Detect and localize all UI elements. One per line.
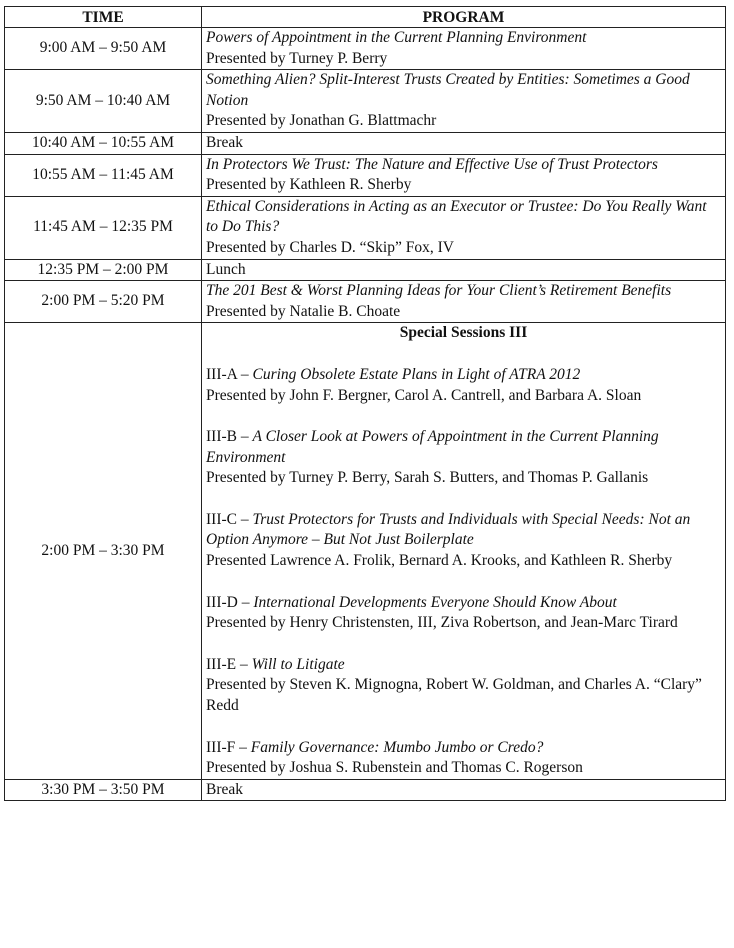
session-title: A Closer Look at Powers of Appointment in the Current Planning Environment	[206, 428, 659, 466]
presenter-text: Presented by John F. Bergner, Carol A. Cantrell, and Barbara A. Sloan	[206, 386, 642, 404]
presenter-text: Presented by Turney P. Berry, Sarah S. Butters, and Thomas P. Gallanis	[206, 469, 649, 487]
table-row	[5, 196, 726, 259]
table-row	[5, 779, 726, 801]
special-session-a	[206, 365, 721, 386]
session-title: Powers of Appointment in the Current Planning Environment	[206, 29, 587, 46]
session-title: The 201 Best & Worst Planning Ideas for Your Client’s Retirement Benefits	[206, 282, 672, 300]
session-code: III-F –	[206, 738, 251, 756]
session-title: Family Governance: Mumbo Jumbo or Credo?	[250, 738, 544, 756]
time-cell: 11:45 AM – 12:35 PM	[5, 196, 202, 259]
program-cell	[202, 281, 726, 323]
break-label: Break	[202, 779, 726, 801]
table-row	[5, 28, 726, 70]
time-cell: 9:00 AM – 9:50 AM	[5, 28, 202, 70]
special-sessions-row	[5, 323, 726, 780]
session-title: Will to Litigate	[251, 655, 345, 673]
session-title: Curing Obsolete Estate Plans in Light of ATRA 2012	[252, 365, 581, 383]
presenter-text: Presented by Jonathan G. Blattmachr	[206, 112, 437, 130]
special-sessions-heading: Special Sessions III	[399, 324, 528, 342]
table-row	[5, 259, 726, 281]
special-session-e	[206, 655, 721, 676]
time-cell: 9:50 AM – 10:40 AM	[5, 70, 202, 133]
presenter-text: Presented Lawrence A. Frolik, Bernard A. Krooks, and Kathleen R. Sherby	[206, 552, 673, 570]
table-row	[5, 154, 726, 196]
presenter-text: Presented by Natalie B. Choate	[206, 302, 401, 320]
time-cell: 2:00 PM – 3:30 PM	[5, 323, 202, 780]
presenter-text: Presented by Turney P. Berry	[206, 49, 388, 67]
presenter-text: Presented by Steven K. Mignogna, Robert W. Goldman, and Charles A. “Clary” Redd	[206, 676, 702, 715]
session-title: Trust Protectors for Trusts and Individuals with Special Needs: Not an Option Anymore – But Not Just Boilerplate	[206, 510, 691, 549]
special-session-c	[206, 510, 721, 551]
program-cell	[202, 196, 726, 259]
time-cell: 12:35 PM – 2:00 PM	[5, 259, 202, 281]
special-session-b	[206, 427, 721, 468]
program-cell	[202, 70, 726, 133]
session-code: III-D –	[206, 593, 254, 611]
program-column-header: PROGRAM	[202, 7, 726, 28]
special-session-f	[206, 738, 721, 759]
session-title: In Protectors We Trust: The Nature and Effective Use of Trust Protectors	[206, 155, 658, 173]
table-row	[5, 132, 726, 154]
session-title: Something Alien? Split-Interest Trusts Created by Entities: Sometimes a Good Notion	[206, 71, 690, 109]
program-cell	[202, 154, 726, 196]
time-column-header: TIME	[5, 7, 202, 28]
schedule-table	[4, 6, 726, 801]
session-title: Ethical Considerations in Acting as an Executor or Trustee: Do You Really Want to Do This?	[206, 197, 707, 236]
time-cell: 10:55 AM – 11:45 AM	[5, 154, 202, 196]
time-cell: 2:00 PM – 5:20 PM	[5, 281, 202, 323]
presenter-text: Presented by Kathleen R. Sherby	[206, 176, 412, 194]
time-cell: 10:40 AM – 10:55 AM	[5, 132, 202, 154]
break-label: Break	[202, 132, 726, 154]
session-title: International Developments Everyone Should Know About	[253, 593, 617, 611]
session-code: III-A –	[206, 365, 253, 383]
session-code: III-B –	[206, 428, 253, 446]
table-row	[5, 70, 726, 133]
presenter-text: Presented by Joshua S. Rubenstein and Thomas C. Rogerson	[206, 759, 583, 777]
time-cell: 3:30 PM – 3:50 PM	[5, 779, 202, 801]
lunch-label: Lunch	[202, 259, 726, 281]
presenter-text: Presented by Charles D. “Skip” Fox, IV	[206, 238, 454, 256]
session-code: III-E –	[206, 655, 252, 673]
special-session-d	[206, 593, 721, 614]
special-sessions-cell	[202, 323, 726, 780]
table-row	[5, 281, 726, 323]
program-cell	[202, 28, 726, 70]
presenter-text: Presented by Henry Christensten, III, Ziva Robertson, and Jean-Marc Tirard	[206, 614, 678, 632]
header-row	[5, 7, 726, 28]
session-code: III-C –	[206, 510, 253, 528]
